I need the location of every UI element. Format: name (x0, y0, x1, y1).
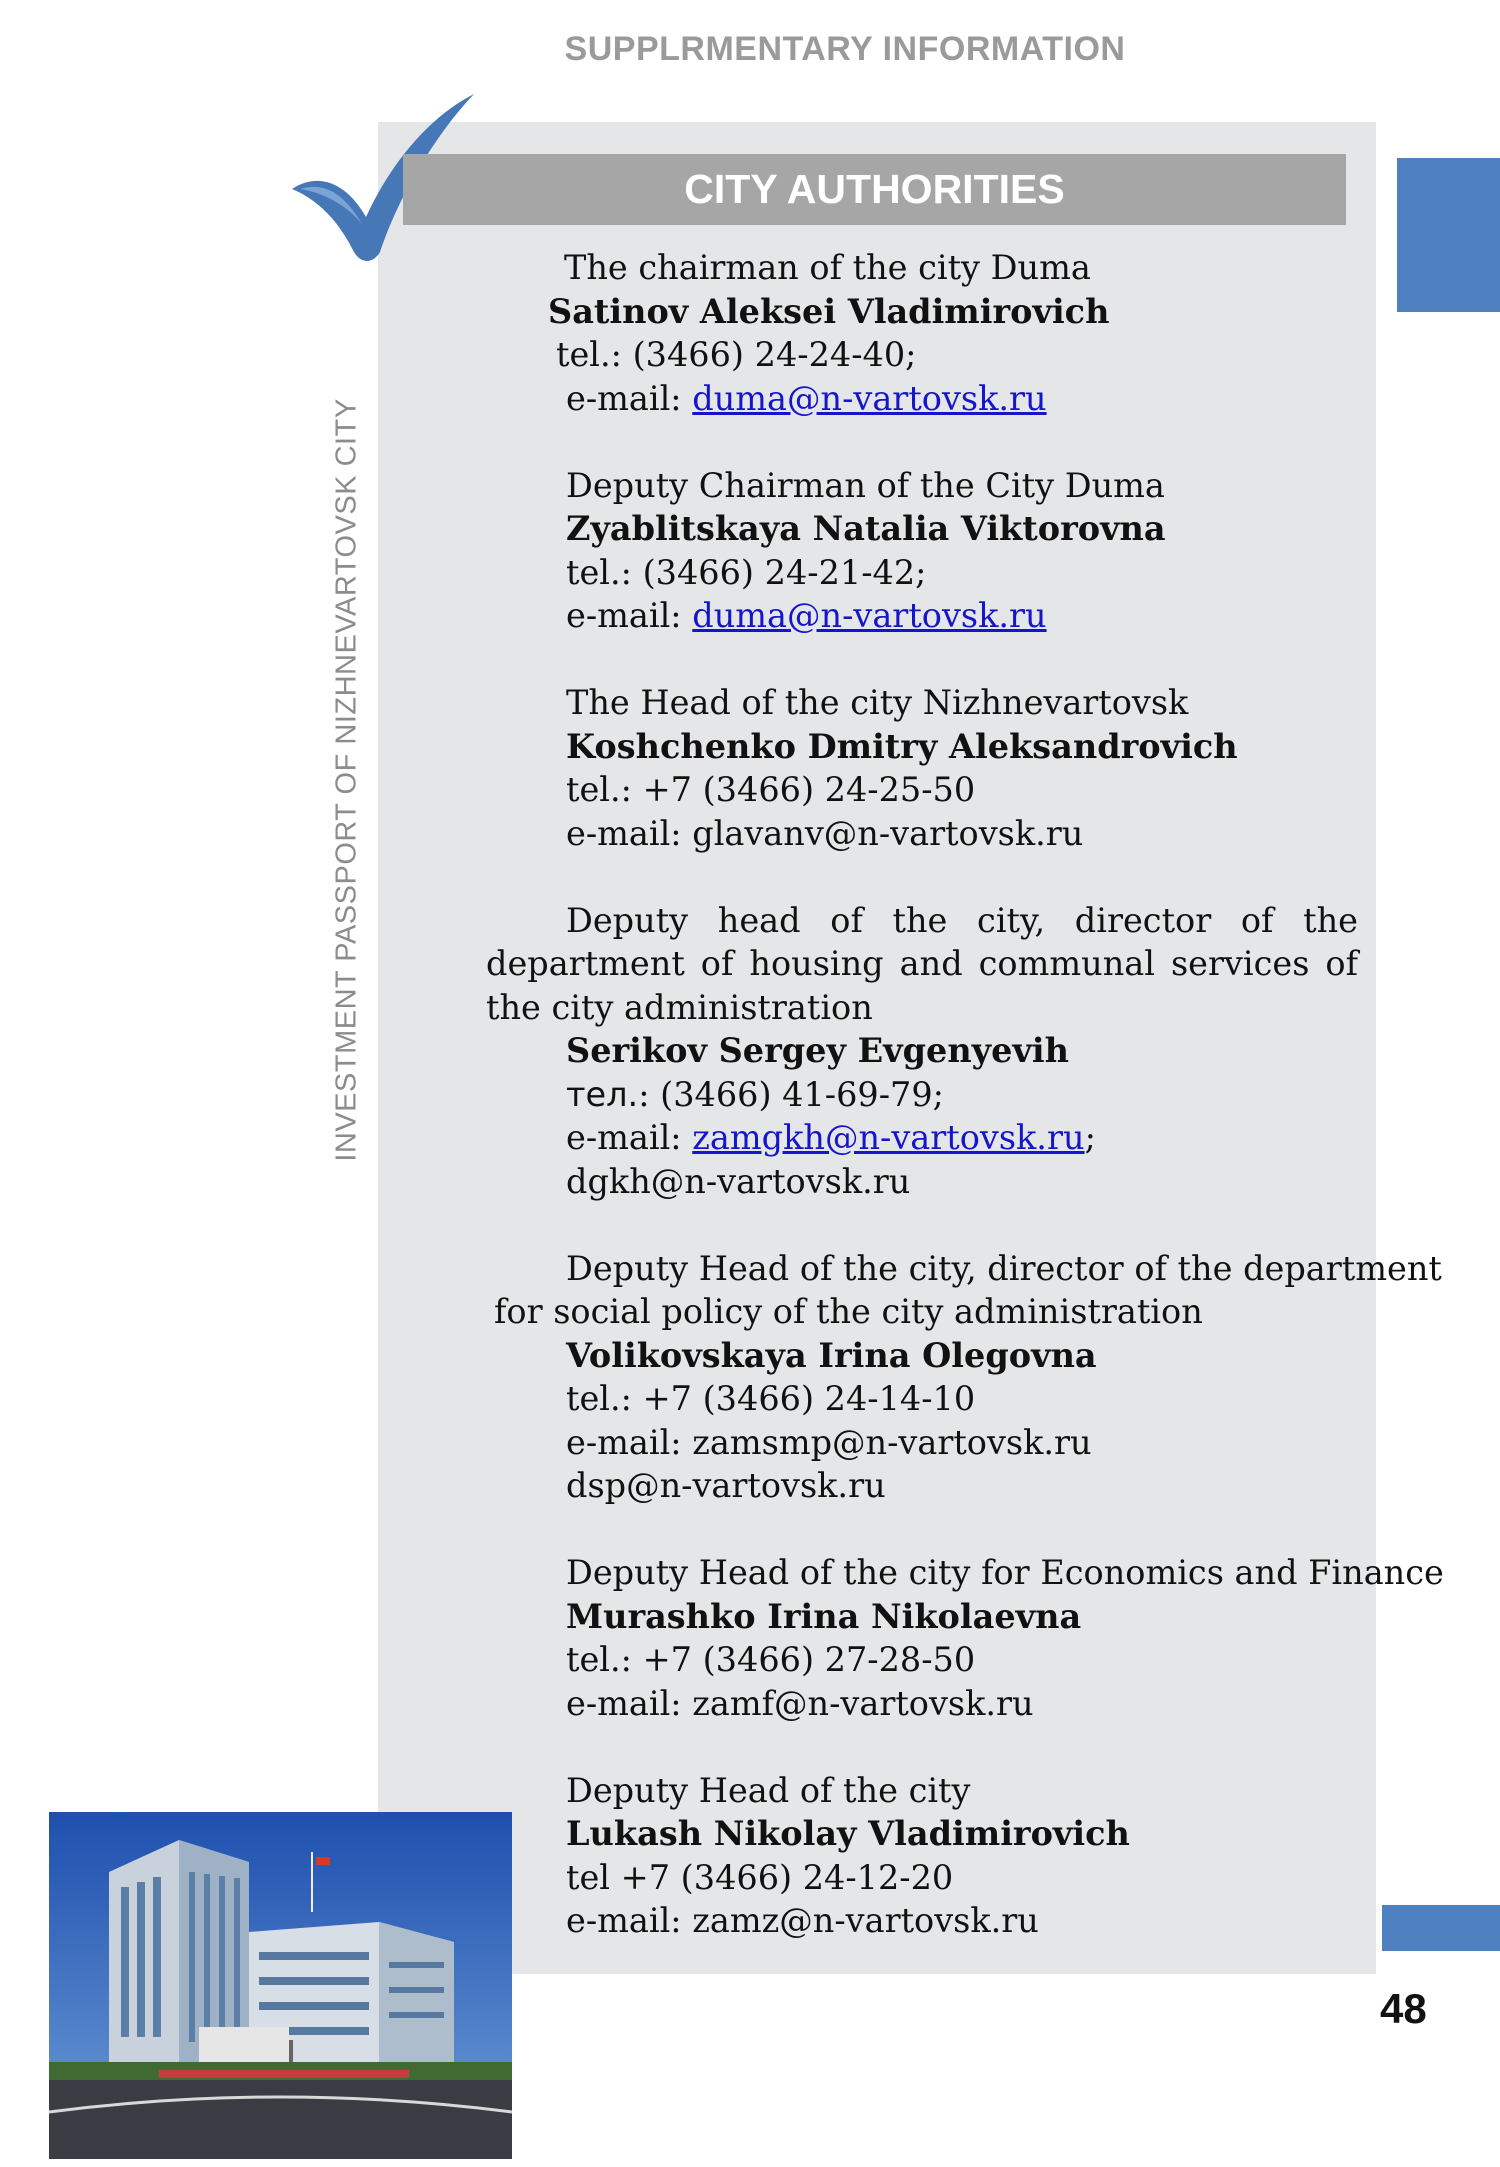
accent-block-top (1397, 158, 1500, 312)
contact-entry (486, 464, 1358, 638)
contact-position: Deputy Chairman of the City Duma (566, 465, 1165, 505)
contact-email-line (486, 594, 1358, 638)
accent-block-bottom (1382, 1905, 1500, 1951)
contact-entry (486, 681, 1358, 855)
email-link[interactable]: duma@n-vartovsk.ru (692, 596, 1047, 635)
contact-email-line: e-mail: zamz@n-vartovsk.ru (566, 1901, 1039, 1940)
email-link[interactable]: zamgkh@n-vartovsk.ru (692, 1118, 1085, 1157)
contact-position-cont: for social policy of the city administration (494, 1292, 1203, 1331)
contact-entry (486, 1551, 1444, 1725)
contact-email-line: e-mail: glavanv@n-vartovsk.ru (566, 813, 1084, 853)
city-building-photo (49, 1812, 512, 2159)
contact-position: The chairman of the city Duma (564, 248, 1091, 287)
phone-number: : (3466) 41-69-79; (638, 1074, 944, 1114)
vertical-side-title: INVESTMENT PASSPORT OF NIZHNEVARTOVSK CITY (330, 398, 363, 1162)
contact-email-line: e-mail: zamf@n-vartovsk.ru (566, 1683, 1034, 1723)
contact-name: Volikovskaya Irina Olegovna (566, 1335, 1097, 1375)
contact-phone: tel +7 (3466) 24-12-20 (566, 1857, 954, 1897)
phone-label: тел. (566, 1074, 639, 1114)
panel-title: CITY AUTHORITIES (403, 154, 1346, 225)
contact-name: Zyablitskaya Natalia Viktorovna (566, 509, 1166, 548)
contact-email-extra: dsp@n-vartovsk.ru (566, 1466, 886, 1505)
contact-position: Deputy Head of the city (566, 1770, 971, 1810)
contact-email-line (486, 1116, 1358, 1160)
contact-name: Serikov Sergey Evgenyevih (566, 1031, 1070, 1070)
contact-phone: tel.: +7 (3466) 27-28-50 (566, 1640, 976, 1679)
contact-position: The Head of the city Nizhnevartovsk (566, 683, 1189, 722)
contact-name: Satinov Aleksei Vladimirovich (548, 291, 1110, 331)
contact-email-extra: dgkh@n-vartovsk.ru (566, 1161, 911, 1201)
contact-position: Deputy Head of the city for Economics and Finance (566, 1553, 1444, 1592)
contact-phone (486, 1073, 1358, 1117)
contact-phone: tel.: (3466) 24-21-42; (566, 552, 927, 592)
contact-name: Lukash Nikolay Vladimirovich (566, 1814, 1130, 1853)
email-label: e-mail: (566, 378, 693, 418)
contact-name: Murashko Irina Nikolaevna (566, 1596, 1082, 1636)
contact-phone: tel.: +7 (3466) 24-14-10 (566, 1379, 976, 1418)
email-label: e-mail: (566, 596, 693, 635)
contacts-list (486, 246, 1444, 1986)
contact-position: Deputy Head of the city, director of the department (566, 1248, 1442, 1288)
contact-entry (486, 1769, 1358, 1943)
email-link[interactable]: duma@n-vartovsk.ru (692, 378, 1047, 418)
contact-entry (486, 899, 1358, 1204)
contact-name: Koshchenko Dmitry Aleksandrovich (566, 726, 1238, 766)
contact-position: Deputy head of the city, director of the department of housing and communal services of the city administration (486, 900, 1358, 1027)
contact-entry (486, 1247, 1442, 1508)
email-label: e-mail: (566, 1118, 693, 1157)
contact-entry (486, 246, 1358, 420)
page-number: 48 (1380, 1985, 1427, 2032)
section-header: SUPPLRMENTARY INFORMATION (564, 30, 1126, 68)
contact-phone: tel.: +7 (3466) 24-25-50 (566, 770, 976, 809)
contact-email-line: e-mail: zamsmp@n-vartovsk.ru (566, 1422, 1092, 1462)
contact-phone: tel.: (3466) 24-24-40; (556, 335, 917, 374)
email-suffix: ; (1084, 1118, 1096, 1157)
contact-email-line (486, 377, 1358, 421)
